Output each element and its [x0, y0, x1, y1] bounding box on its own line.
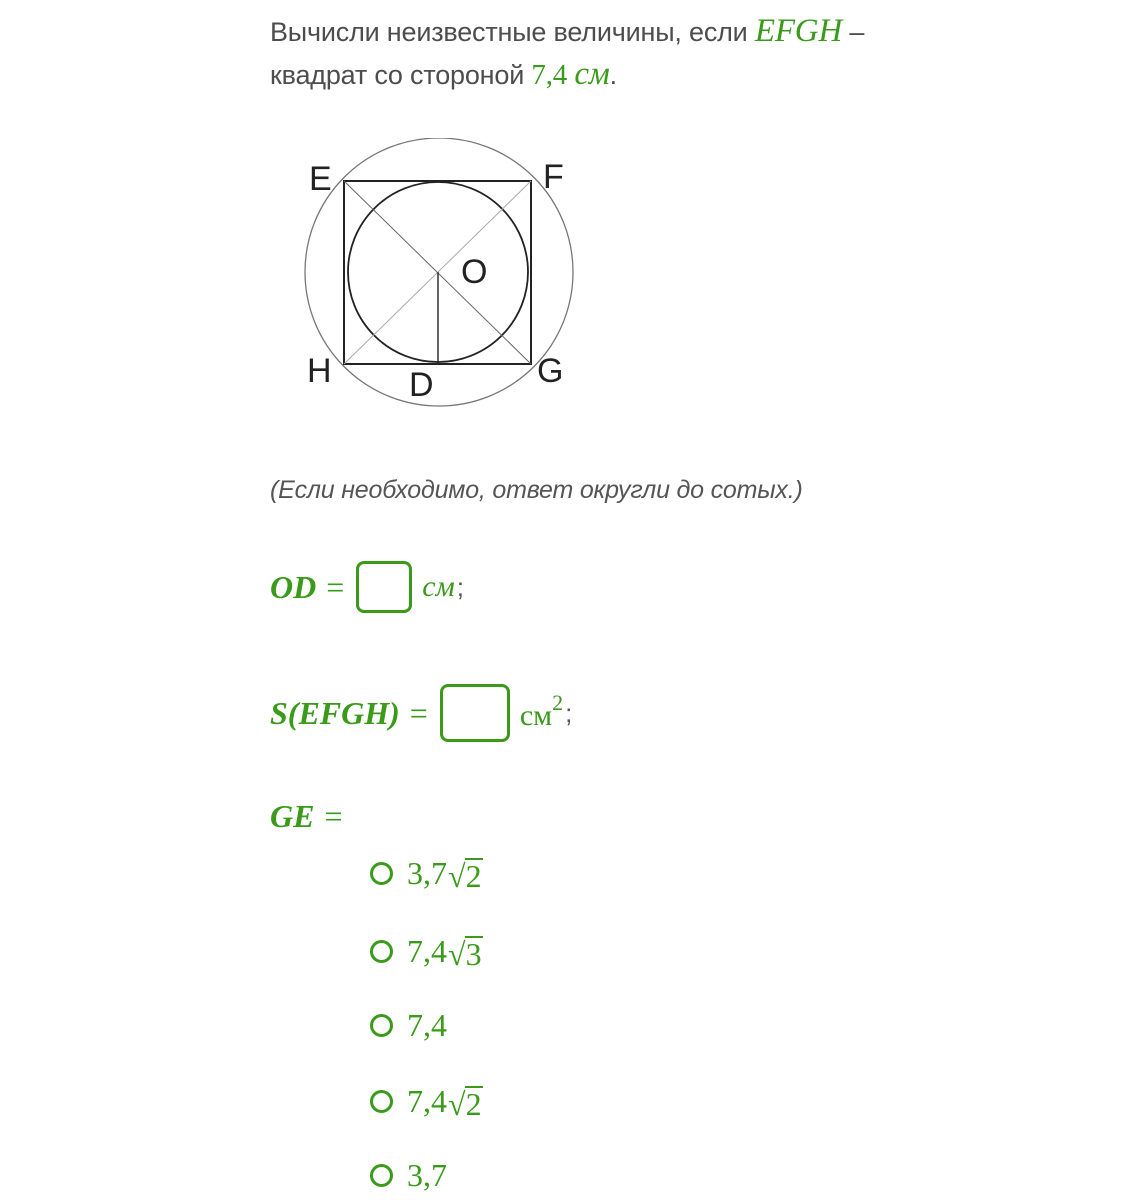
radio-button[interactable]: [370, 940, 393, 963]
task-statement: [270, 10, 910, 96]
sqrt-symbol: √ 2: [448, 858, 482, 894]
od-semicolon: ;: [456, 571, 464, 602]
period: .: [609, 60, 617, 90]
option-label: [407, 1007, 447, 1044]
label-h: H: [307, 352, 332, 390]
area-unit-power: 2: [552, 689, 564, 715]
option-coef: 3,7: [407, 1157, 447, 1193]
area-label: S(EFGH): [270, 694, 400, 731]
geometry-figure: [295, 138, 585, 408]
ge-option-4[interactable]: [370, 1083, 483, 1120]
option-label: [407, 1083, 483, 1120]
area-unit-text: см: [519, 698, 553, 732]
label-f: F: [543, 158, 564, 196]
side-unit: см: [574, 56, 610, 92]
intro-text: Вычисли неизвестные величины, если: [270, 17, 748, 47]
radio-button[interactable]: [370, 1090, 393, 1113]
option-coef: 7,4: [407, 1083, 447, 1119]
ge-label: GE: [270, 798, 315, 834]
option-label: [407, 855, 483, 892]
od-label: OD: [270, 568, 317, 605]
ge-option-1[interactable]: [370, 855, 483, 892]
ge-option-5[interactable]: [370, 1157, 447, 1194]
area-equals: =: [409, 694, 428, 731]
label-g: G: [537, 352, 564, 390]
option-root: 2: [465, 1086, 482, 1122]
option-coef: 3,7: [407, 855, 447, 891]
square-name: EFGH: [754, 13, 843, 49]
od-unit: см: [422, 570, 455, 603]
circumscribed-circle: [305, 138, 573, 406]
dash: –: [849, 17, 865, 47]
question-area: [270, 684, 572, 742]
option-label: [407, 933, 483, 970]
area-semicolon: ;: [565, 697, 573, 728]
area-unit: [519, 689, 564, 733]
radio-button[interactable]: [370, 862, 393, 885]
option-root: 2: [465, 858, 482, 894]
option-root: 3: [465, 936, 482, 972]
ge-option-2[interactable]: [370, 933, 483, 970]
option-label: [407, 1157, 447, 1194]
area-answer-input[interactable]: [440, 684, 510, 742]
question-od: [270, 561, 464, 613]
rounding-hint: (Если необходимо, ответ округли до сотых.): [270, 476, 803, 504]
side-value: 7,4: [531, 59, 568, 91]
label-o: O: [461, 253, 488, 291]
ge-equals: =: [324, 798, 343, 834]
sqrt-symbol: √ 2: [448, 1086, 482, 1122]
label-e: E: [309, 160, 332, 198]
line2-text: квадрат со стороной: [270, 60, 525, 90]
ge-option-3[interactable]: [370, 1007, 447, 1044]
radio-button[interactable]: [370, 1164, 393, 1187]
question-ge: [270, 798, 355, 835]
sqrt-symbol: √ 3: [448, 936, 482, 972]
label-d: D: [409, 366, 434, 404]
option-coef: 7,4: [407, 1007, 447, 1043]
option-coef: 7,4: [407, 933, 447, 969]
radio-button[interactable]: [370, 1014, 393, 1037]
od-equals: =: [326, 568, 345, 605]
od-answer-input[interactable]: [356, 561, 412, 613]
